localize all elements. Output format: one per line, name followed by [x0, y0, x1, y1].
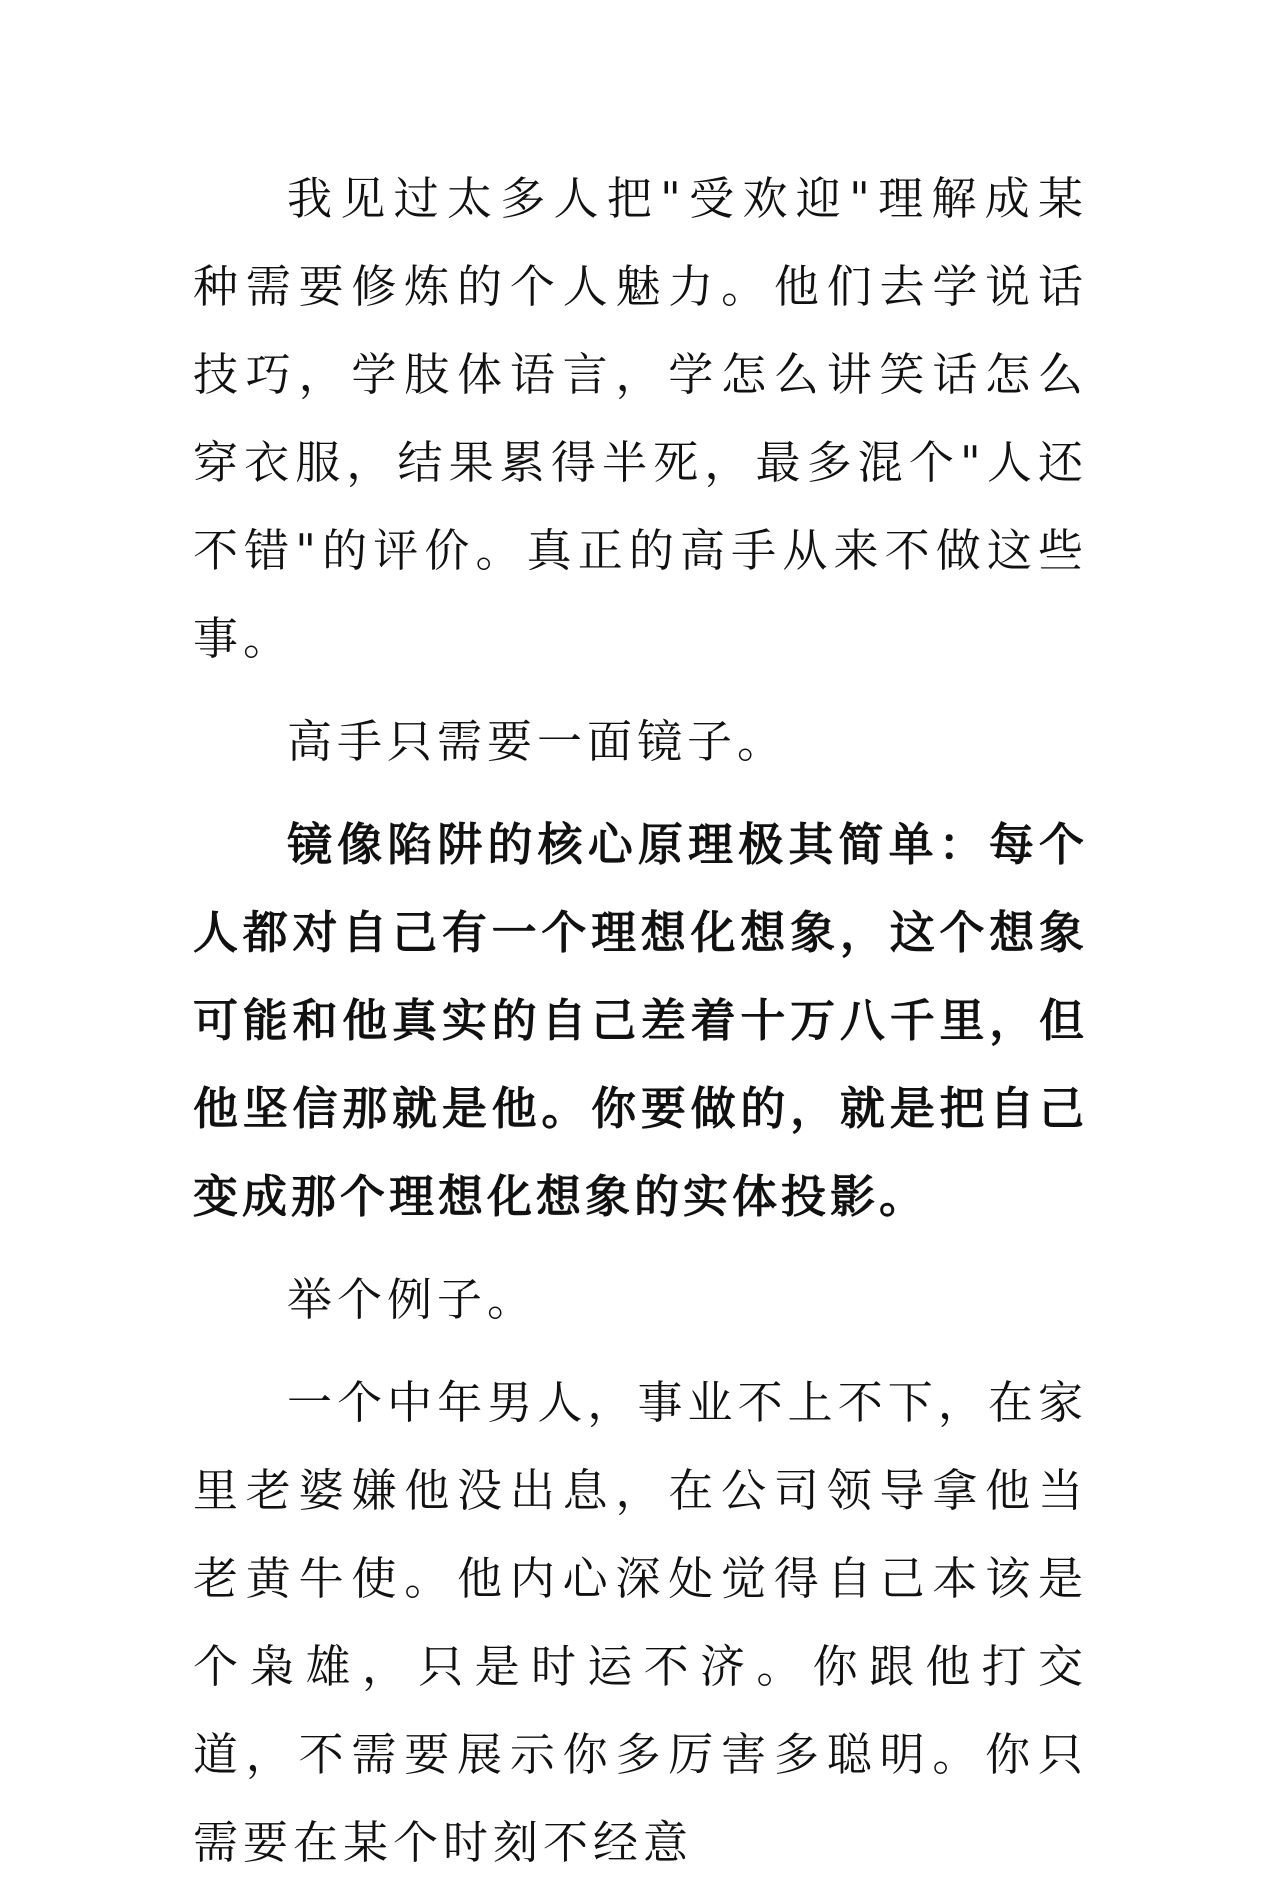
paragraph-example-intro: 举个例子。: [287, 1273, 538, 1326]
paragraph-mirror-trap-principle: 镜像陷阱的核心原理极其简单：每个人都对自己有一个理想化想象，这个想象可能和他真实的自己差着十万八千里，但他坚信那就是他。你要做的，就是把自己变成那个理想化想象的实体投影。: [193, 818, 1088, 1223]
paragraph-popularity: 我见过太多人把"受欢迎"理解成某种需要修炼的个人魅力。他们去学说话技巧，学肢体语言，学怎么讲笑话怎么穿衣服，结果累得半死，最多混个"人还不错"的评价。真正的高手从来不做这些事。: [193, 172, 1088, 665]
paragraph-mirror: 高手只需要一面镜子。: [287, 715, 788, 768]
paragraph-example-story: 一个中年男人，事业不上不下，在家里老婆嫌他没出息，在公司领导拿他当老黄牛使。他内心深处觉得自己本该是个枭雄，只是时运不济。你跟他打交道，不需要展示你多厉害多聪明。你只需要在某个时刻不经意: [193, 1376, 1088, 1869]
article-body: [193, 155, 1088, 1902]
